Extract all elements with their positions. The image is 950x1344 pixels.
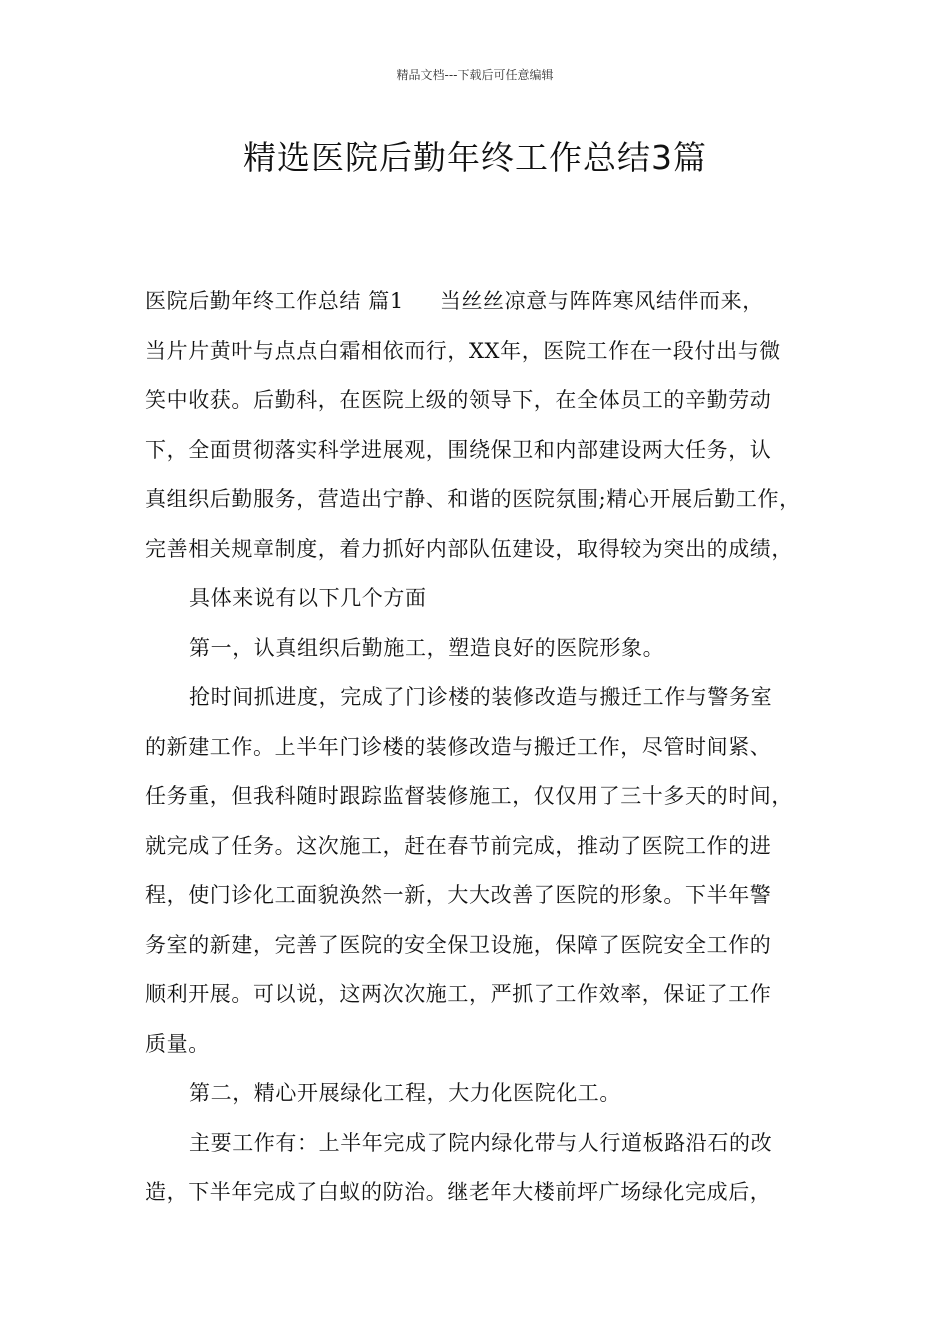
paragraph-line (145, 284, 825, 334)
section-heading-first: 第一，认真组织后勤施工，塑造良好的医院形象。 (189, 635, 665, 660)
paragraph-line: 主要工作有：上半年完成了院内绿化带与人行道板路沿石的改 (189, 1130, 773, 1155)
document-title: 精选医院后勤年终工作总结3篇 (243, 138, 707, 177)
paragraph-line: 下，全面贯彻落实科学进展观，围绕保卫和内部建设两大任务，认 (145, 437, 772, 462)
section-heading-second: 第二，精心开展绿化工程，大力化医院化工。 (189, 1081, 621, 1105)
section-label: 医院后勤年终工作总结 篇1 (145, 289, 404, 313)
paragraph-line: 务室的新建，完善了医院的安全保卫设施，保障了医院安全工作的 (145, 932, 772, 957)
paragraph-line: 当片片黄叶与点点白霜相依而行，XX年，医院工作在一段付出与微 (145, 338, 781, 363)
paragraph-line: 任务重，但我科随时跟踪监督装修施工，仅仅用了三十多天的时间， (145, 784, 793, 808)
paragraph-text: 当丝丝凉意与阵阵寒风结伴而来， (439, 289, 764, 313)
header-note: 精品文档---下载后可任意编辑 (396, 68, 554, 82)
paragraph-line: 顺利开展。可以说，这两次次施工，严抓了工作效率，保证了工作 (145, 982, 772, 1006)
body-text (145, 284, 825, 1225)
paragraph-line: 程，使门诊化工面貌涣然一新，大大改善了医院的形象。下半年警 (145, 883, 772, 907)
paragraph-line: 笑中收获。后勤科，在医院上级的领导下，在全体员工的辛勤劳动 (145, 388, 772, 412)
paragraph-line: 的新建工作。上半年门诊楼的装修改造与搬迁工作，尽管时间紧、 (145, 734, 772, 759)
paragraph-line: 造，下半年完成了白蚁的防治。继老年大楼前坪广场绿化完成后， (145, 1180, 772, 1204)
paragraph-line: 具体来说有以下几个方面 (189, 586, 427, 610)
paragraph-line: 完善相关规章制度，着力抓好内部队伍建设，取得较为突出的成绩， (145, 536, 793, 561)
paragraph-line: 质量。 (145, 1031, 210, 1056)
paragraph-line: 抢时间抓进度，完成了门诊楼的装修改造与搬迁工作与警务室 (189, 685, 773, 709)
paragraph-line: 就完成了任务。这次施工，赶在春节前完成，推动了医院工作的进 (145, 833, 772, 858)
paragraph-line: 真组织后勤服务，营造出宁静、和谐的医院氛围;精心开展后勤工作， (145, 487, 801, 511)
